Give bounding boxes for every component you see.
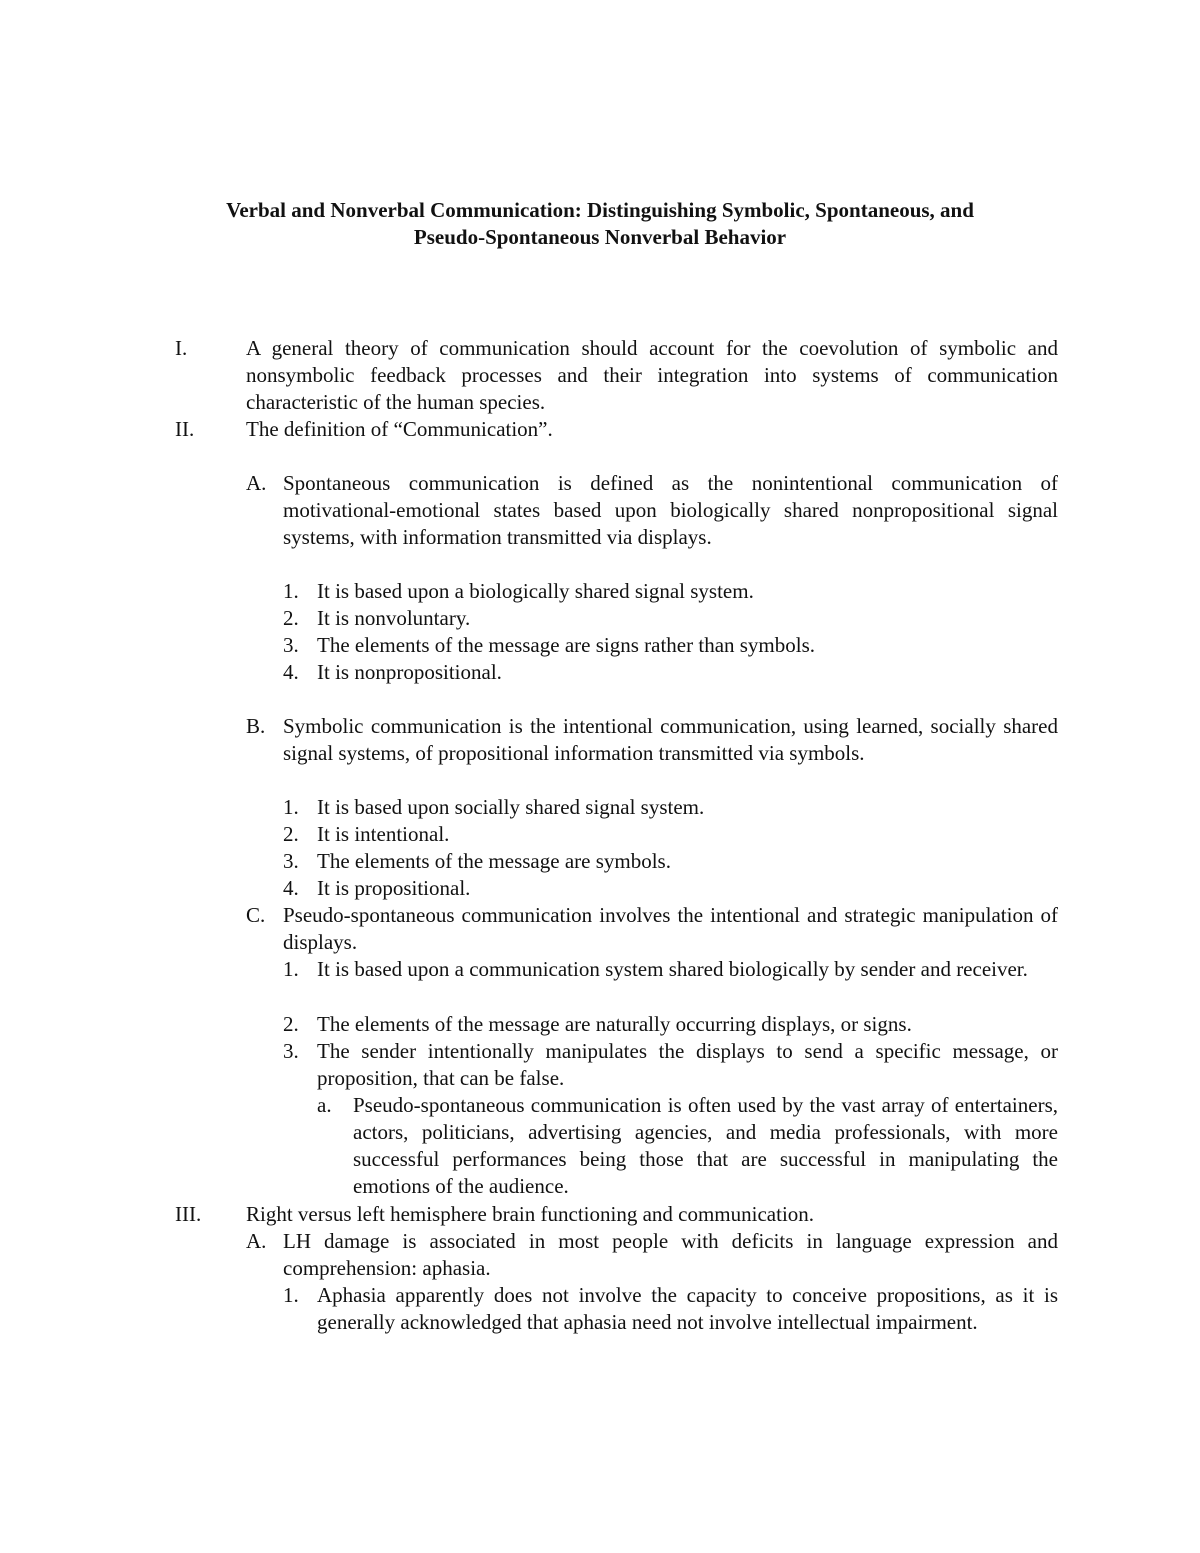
ii-c-item-2-text: The elements of the message are naturally occurring displays, or signs. xyxy=(317,1012,912,1036)
section-ii-c-marker: C. xyxy=(246,903,266,927)
section-i-marker: I. xyxy=(175,336,188,360)
section-iii-a-text: LH damage is associated in most people with deficits in language expression and comprehension: aphasia. xyxy=(283,1229,1058,1280)
ii-b-item-3-marker: 3. xyxy=(283,849,299,873)
ii-c-item-1-text: It is based upon a communication system shared biologically by sender and receiver. xyxy=(317,957,1028,981)
ii-b-item-2-text: It is intentional. xyxy=(317,822,450,846)
section-i-text: A general theory of communication should account for the coevolution of symbolic and nonsymbolic feedback processes and their integration into systems of communication characteristic of the human species. xyxy=(246,336,1058,414)
ii-b-item-4-text: It is propositional. xyxy=(317,876,471,900)
ii-b-item-1-text: It is based upon socially shared signal system. xyxy=(317,795,705,819)
ii-a-item-3-text: The elements of the message are signs rather than symbols. xyxy=(317,633,816,657)
section-ii-a-marker: A. xyxy=(246,471,267,495)
ii-b-item-2-marker: 2. xyxy=(283,822,299,846)
ii-b-item-4-marker: 4. xyxy=(283,876,299,900)
ii-c-item-1-marker: 1. xyxy=(283,957,299,981)
section-ii-b-text: Symbolic communication is the intentional communication, using learned, socially shared signal systems, of propositional information transmitted via symbols. xyxy=(283,714,1058,765)
ii-a-item-3-marker: 3. xyxy=(283,633,299,657)
ii-b-item-1-marker: 1. xyxy=(283,795,299,819)
ii-a-item-1-marker: 1. xyxy=(283,579,299,603)
ii-c-sub-a-marker: a. xyxy=(317,1093,332,1117)
section-iii-text: Right versus left hemisphere brain functioning and communication. xyxy=(246,1202,815,1226)
ii-a-item-1-text: It is based upon a biologically shared signal system. xyxy=(317,579,754,603)
title-line-1: Verbal and Nonverbal Communication: Distinguishing Symbolic, Spontaneous, and xyxy=(226,198,974,222)
section-iii-a-marker: A. xyxy=(246,1229,267,1253)
section-iii-marker: III. xyxy=(175,1202,202,1226)
ii-c-sub-a-text: Pseudo-spontaneous communication is often used by the vast array of entertainers, actors, politicians, advertising agencies, and media professionals, with more successful performances being those that are successful in manipulating the emotions of the audience. xyxy=(353,1093,1058,1198)
ii-a-item-2-marker: 2. xyxy=(283,606,299,630)
ii-c-item-2-marker: 2. xyxy=(283,1012,299,1036)
ii-a-item-4-text: It is nonpropositional. xyxy=(317,660,502,684)
ii-c-item-3-marker: 3. xyxy=(283,1039,299,1063)
section-ii-marker: II. xyxy=(175,417,195,441)
title-line-2: Pseudo-Spontaneous Nonverbal Behavior xyxy=(413,225,787,249)
ii-a-item-4-marker: 4. xyxy=(283,660,299,684)
ii-a-item-2-text: It is nonvoluntary. xyxy=(317,606,471,630)
section-ii-text: The definition of “Communication”. xyxy=(246,417,553,441)
iii-a-item-1-marker: 1. xyxy=(283,1283,299,1307)
ii-c-item-3-text: The sender intentionally manipulates the displays to send a specific message, or proposition, that can be false. xyxy=(317,1039,1058,1090)
section-ii-b-marker: B. xyxy=(246,714,266,738)
ii-b-item-3-text: The elements of the message are symbols. xyxy=(317,849,671,873)
document-title xyxy=(120,197,1080,251)
iii-a-item-1-text: Aphasia apparently does not involve the capacity to conceive propositions, as it is generally acknowledged that aphasia need not involve intellectual impairment. xyxy=(317,1283,1058,1334)
section-ii-c-text: Pseudo-spontaneous communication involves the intentional and strategic manipulation of displays. xyxy=(283,903,1058,954)
section-ii-a-text: Spontaneous communication is defined as the nonintentional communication of motivational-emotional states based upon biologically shared nonpropositional signal systems, with information transmitted via displays. xyxy=(283,471,1058,549)
